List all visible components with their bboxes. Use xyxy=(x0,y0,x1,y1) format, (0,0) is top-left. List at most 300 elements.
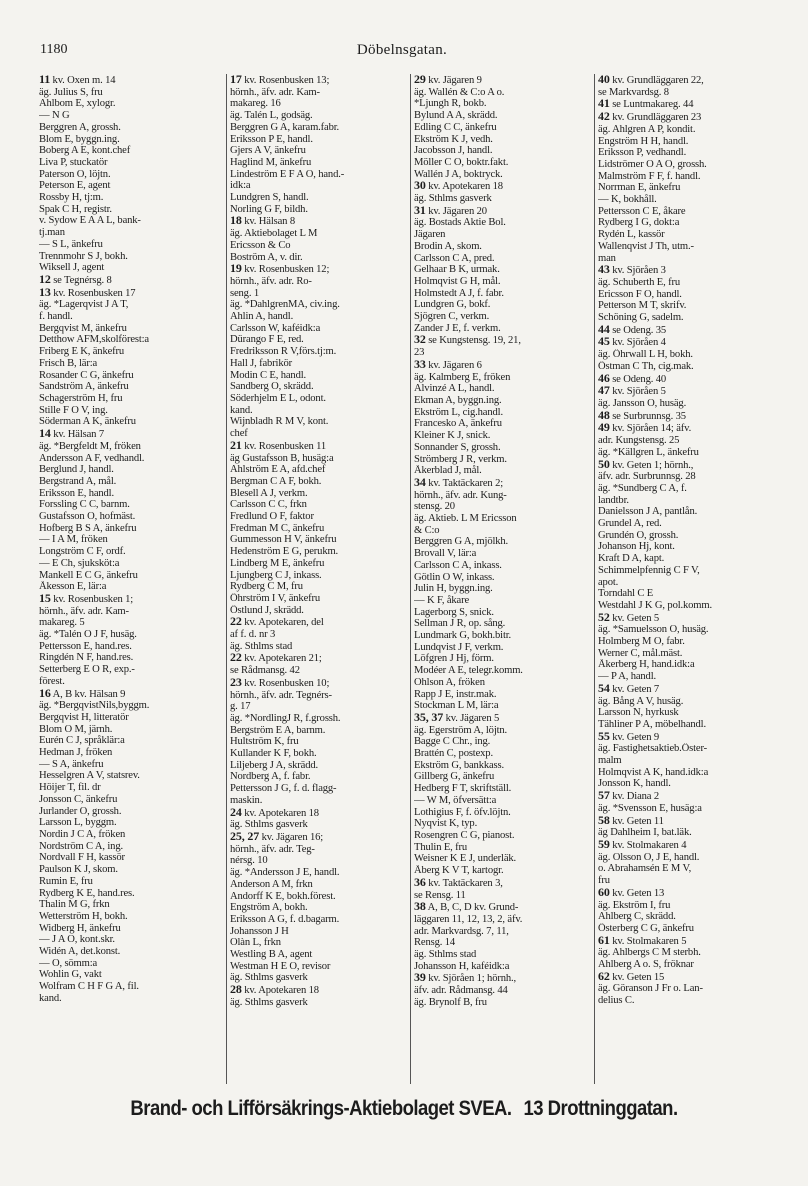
entry-text: Longström C F, ordf. xyxy=(39,546,126,558)
address-entry-heading xyxy=(230,831,407,844)
entry-text: Norling G F, bildh. xyxy=(230,203,308,215)
entry-text: kv. Jägaren 6 xyxy=(425,359,482,371)
address-entry-heading xyxy=(598,324,769,337)
house-number: 43 xyxy=(598,264,610,277)
resident-entry xyxy=(598,229,769,241)
entry-text: kv. Geten 11 xyxy=(609,815,664,827)
resident-entry xyxy=(414,490,591,502)
entry-text: äg. Ekström I, fru xyxy=(598,899,671,911)
resident-entry xyxy=(598,707,769,719)
resident-entry xyxy=(230,867,407,879)
entry-text: äg. *Samuelsson O, husäg. xyxy=(598,624,709,636)
address-entry-heading xyxy=(230,984,407,997)
resident-entry xyxy=(598,983,769,995)
address-entry-heading xyxy=(598,422,769,435)
entry-text: läggaren 11, 12, 13, 2, äfv. xyxy=(414,913,523,925)
resident-entry xyxy=(39,617,223,629)
entry-text: Malmström F F, f. handl. xyxy=(598,170,701,182)
entry-text: kv. Hälsan 8 xyxy=(241,216,295,228)
address-entry-heading xyxy=(414,712,591,725)
resident-entry xyxy=(230,771,407,783)
entry-text: Fredriksson R V,förs.tj:m. xyxy=(230,346,337,358)
house-number: 34 xyxy=(414,476,426,489)
entry-text: Wolfram C H F G A, fil. xyxy=(39,981,139,993)
entry-text: Ekström K J, vedh. xyxy=(414,133,493,145)
entry-text: Eriksson A G, f. d.bagarm. xyxy=(230,913,340,925)
entry-text: Kleiner K J, snick. xyxy=(414,430,491,442)
resident-entry xyxy=(39,546,223,558)
resident-entry xyxy=(230,122,407,134)
house-number: 60 xyxy=(598,886,610,899)
address-entry-heading xyxy=(414,359,591,372)
resident-entry xyxy=(414,760,591,772)
house-number: 49 xyxy=(598,422,610,435)
entry-text: delius C. xyxy=(598,995,635,1007)
entry-text: Ekström G, bankkass. xyxy=(414,759,504,771)
resident-entry xyxy=(598,827,769,839)
resident-entry xyxy=(39,346,223,358)
entry-text: kv. Jägaren 5 xyxy=(443,712,500,724)
entry-text: Lindeström E F A O, hand.- xyxy=(230,168,345,180)
entry-text: Carlsson C A, pred. xyxy=(414,252,495,264)
house-number: 47 xyxy=(598,385,610,398)
entry-text: Lagerborg S, snick. xyxy=(414,606,494,618)
entry-text: Lothigius F, f. öfv.löjtn. xyxy=(414,806,511,818)
entry-text: — K F, åkare xyxy=(414,594,470,606)
entry-text: Berggren A, grossh. xyxy=(39,121,121,133)
entry-text: Ericsson & Co xyxy=(230,239,291,251)
resident-entry xyxy=(230,346,407,358)
resident-entry xyxy=(414,830,591,842)
house-number: 29 xyxy=(414,74,426,86)
address-entry-heading xyxy=(414,477,591,490)
address-entry-heading xyxy=(230,263,407,276)
entry-text: Zander J E, f. verkm. xyxy=(414,322,501,334)
entry-text: se Luntmakareg. 44 xyxy=(609,99,694,111)
entry-text: Pettersson C E, åkare xyxy=(598,205,686,217)
entry-text: Friberg E K, änkefru xyxy=(39,346,125,358)
address-entry-heading xyxy=(39,74,223,87)
resident-entry xyxy=(414,536,591,548)
resident-entry xyxy=(230,972,407,984)
entry-text: Blom E, byggn.ing. xyxy=(39,133,120,145)
entry-text: & C:o xyxy=(414,524,440,536)
resident-entry xyxy=(414,548,591,560)
entry-text: äg. Sthlms gasverk xyxy=(414,193,492,205)
resident-entry xyxy=(414,253,591,265)
address-entry-heading xyxy=(230,616,407,629)
resident-entry xyxy=(230,713,407,725)
resident-entry xyxy=(414,442,591,454)
resident-entry xyxy=(230,180,407,192)
entry-text: Pettersson E, hand.res. xyxy=(39,640,132,652)
resident-entry xyxy=(414,299,591,311)
entry-text: Pettersson J G, f. d. flagg- xyxy=(230,783,337,795)
resident-entry xyxy=(598,553,769,565)
resident-entry xyxy=(414,689,591,701)
address-entry-heading xyxy=(598,74,769,87)
resident-entry xyxy=(39,134,223,146)
resident-entry xyxy=(598,435,769,447)
entry-text: — E Ch, sjuksköt:a xyxy=(39,557,120,569)
house-number: 55 xyxy=(598,730,610,743)
resident-entry xyxy=(598,767,769,779)
entry-text: äg. Julius S, fru xyxy=(39,86,103,98)
address-entry-heading xyxy=(414,972,591,985)
resident-entry xyxy=(414,665,591,677)
entry-text: Jägaren xyxy=(414,229,446,241)
entry-text: se Markvardsg. 8 xyxy=(598,86,669,98)
resident-entry xyxy=(414,560,591,572)
house-number: 52 xyxy=(598,611,610,624)
entry-text: kv. Apotekaren 18 xyxy=(241,985,319,997)
entry-text: kv. Rosenbusken 12; xyxy=(241,264,330,276)
resident-entry xyxy=(598,518,769,530)
house-number: 35, 37 xyxy=(414,711,444,724)
resident-entry xyxy=(39,441,223,453)
entry-text: Schimmelpfennig C F V, xyxy=(598,564,700,576)
entry-text: Öhrström I V, änkefru xyxy=(230,592,321,604)
resident-entry xyxy=(230,997,407,1009)
resident-entry xyxy=(598,852,769,864)
resident-entry xyxy=(414,122,591,134)
entry-text: Eriksson E, handl. xyxy=(39,487,114,499)
entry-text: kv. Rosenbusken 10; xyxy=(241,677,330,689)
entry-text: Tähliner P A, möbelhandl. xyxy=(598,718,706,730)
resident-entry xyxy=(230,949,407,961)
address-entry-heading xyxy=(598,839,769,852)
resident-entry xyxy=(230,134,407,146)
entry-text: kv. Jägaren 9 xyxy=(425,75,482,86)
resident-entry xyxy=(230,523,407,535)
entry-text: äg. Sthlms gasverk xyxy=(230,972,308,984)
entry-text: Johansson H, kaféidk:a xyxy=(414,960,510,972)
entry-text: äg. *Andersson J E, handl. xyxy=(230,867,340,879)
resident-entry xyxy=(230,169,407,181)
resident-entry xyxy=(598,483,769,495)
entry-text: hörnh., äfv. adr. Kam- xyxy=(230,86,320,98)
entry-text: äg. *DahlgrenMA, civ.ing. xyxy=(230,299,340,311)
entry-text: Trennmohr S J, bokh. xyxy=(39,250,128,262)
entry-text: Boberg A E, kont.chef xyxy=(39,145,131,157)
resident-entry xyxy=(39,262,223,274)
entry-text: Lidströmer O A O, grossh. xyxy=(598,158,707,170)
entry-text: kv. Geten 7 xyxy=(609,683,659,695)
resident-entry xyxy=(230,629,407,641)
entry-text: äg. *NordlingJ R, f.grossh. xyxy=(230,712,341,724)
directory-column-3 xyxy=(410,74,594,1084)
resident-entry xyxy=(230,926,407,938)
resident-entry xyxy=(414,795,591,807)
entry-text: — S A, änkefru xyxy=(39,758,104,770)
house-number: 24 xyxy=(230,806,242,819)
house-number: 16 xyxy=(39,687,51,700)
entry-text: Bergqvist H, litteratör xyxy=(39,711,129,723)
entry-text: äg. *Talén O J F, husäg. xyxy=(39,629,137,641)
entry-text: kv. Apotekaren 21; xyxy=(241,653,322,665)
entry-text: Bergman C A F, bokh. xyxy=(230,475,322,487)
address-entry-heading xyxy=(414,180,591,193)
entry-text: förest. xyxy=(39,675,65,687)
resident-entry xyxy=(230,428,407,440)
entry-text: Gummesson H V, änkefru xyxy=(230,534,337,546)
resident-entry xyxy=(598,565,769,577)
entry-text: Wallén J A, boktryck. xyxy=(414,168,503,180)
entry-text: kv. Geten 1; hörnh., xyxy=(609,459,694,471)
resident-entry xyxy=(598,743,769,755)
entry-text: kv. Stolmakaren 4 xyxy=(609,840,687,851)
resident-entry xyxy=(230,819,407,831)
house-number: 38 xyxy=(414,901,426,914)
entry-text: Rapp J E, instr.mak. xyxy=(414,688,497,700)
resident-entry xyxy=(230,228,407,240)
entry-text: Rosengren C G, pianost. xyxy=(414,830,515,841)
entry-text: Larsson N, hyrkusk xyxy=(598,707,679,719)
resident-entry xyxy=(598,923,769,935)
entry-text: kv. Apotekaren, del xyxy=(241,617,324,629)
address-entry-heading xyxy=(39,688,223,701)
entry-text: Bergström E A, barnm. xyxy=(230,724,326,736)
resident-entry xyxy=(230,252,407,264)
address-entry-heading xyxy=(230,677,407,690)
resident-entry xyxy=(598,755,769,767)
entry-text: Götlin O W, inkass. xyxy=(414,571,495,583)
entry-text: kand. xyxy=(39,992,62,1004)
resident-entry xyxy=(598,900,769,912)
entry-text: Brodin A, skom. xyxy=(414,240,482,252)
resident-entry xyxy=(39,911,223,923)
resident-entry xyxy=(230,760,407,772)
resident-entry xyxy=(598,217,769,229)
entry-text: kv. Grundläggaren 23 xyxy=(609,112,702,124)
resident-entry xyxy=(230,299,407,311)
entry-text: kv. Jägaren 20 xyxy=(425,205,487,217)
house-number: 22 xyxy=(230,616,242,629)
resident-entry xyxy=(230,736,407,748)
house-number: 25, 27 xyxy=(230,831,260,843)
entry-text: Nordström C A, ing. xyxy=(39,840,123,852)
resident-entry xyxy=(39,724,223,736)
entry-text: Liljeberg J A, skrädd. xyxy=(230,759,319,771)
entry-text: Danielsson J A, pantlån. xyxy=(598,506,698,518)
house-number: 12 xyxy=(39,273,51,286)
entry-text: Andersson A F, vedhandl. xyxy=(39,452,145,464)
entry-text: kand. xyxy=(230,404,253,416)
resident-entry xyxy=(39,735,223,747)
entry-text: Gjers A V, änkefru xyxy=(230,145,306,157)
resident-entry xyxy=(414,383,591,395)
address-entry-heading xyxy=(598,111,769,124)
resident-entry xyxy=(230,240,407,252)
resident-entry xyxy=(598,719,769,731)
entry-text: kv. Sjöråen 3 xyxy=(609,265,666,277)
resident-entry xyxy=(39,169,223,181)
entry-text: äg. Göranson J Fr o. Lan- xyxy=(598,983,703,995)
address-entry-heading xyxy=(230,807,407,820)
house-number: 33 xyxy=(414,358,426,371)
resident-entry xyxy=(598,577,769,589)
entry-text: Hedenström E G, perukm. xyxy=(230,546,339,558)
entry-text: kv. Rosenbusken 13; xyxy=(241,75,330,86)
entry-text: äg. Sthlms stad xyxy=(414,949,477,961)
house-number: 15 xyxy=(39,592,51,605)
entry-text: Ekman A, byggn.ing. xyxy=(414,394,502,406)
address-entry-heading xyxy=(230,74,407,87)
entry-text: kv. Sjöråen 14; äfv. xyxy=(609,423,692,435)
resident-entry xyxy=(414,276,591,288)
entry-text: kv. Hälsan 7 xyxy=(50,429,104,441)
entry-text: se Odeng. 35 xyxy=(609,324,667,336)
entry-text: landtbr. xyxy=(598,494,629,506)
entry-text: g. 17 xyxy=(230,701,251,713)
entry-text: Ringdén N F, hand.res. xyxy=(39,652,134,664)
entry-text: Setterberg E O R, exp.- xyxy=(39,664,135,676)
entry-text: Modin C E, handl. xyxy=(230,369,307,381)
entry-text: Westman H E O, revisor xyxy=(230,960,331,972)
entry-text: Nyqvist K, typ. xyxy=(414,818,478,830)
entry-text: Lundqvist J F, verkm. xyxy=(414,641,504,653)
address-entry-heading xyxy=(598,790,769,803)
house-number: 40 xyxy=(598,74,610,86)
address-entry-heading xyxy=(414,334,591,347)
entry-text: apot. xyxy=(598,576,619,588)
entry-text: Schagerström H, fru xyxy=(39,392,123,404)
resident-entry xyxy=(414,157,591,169)
resident-entry xyxy=(414,110,591,122)
resident-entry xyxy=(230,725,407,737)
resident-entry xyxy=(39,969,223,981)
resident-entry xyxy=(598,911,769,923)
resident-entry xyxy=(414,961,591,973)
entry-text: seng. 1 xyxy=(230,287,259,299)
resident-entry xyxy=(230,844,407,856)
page-header xyxy=(36,42,768,66)
entry-text: chef xyxy=(230,428,248,440)
resident-entry xyxy=(39,499,223,511)
entry-text: äg. Olsson O, J E, handl. xyxy=(598,851,700,863)
resident-entry xyxy=(230,453,407,465)
entry-text: kv. Sjöråen 1; hörnh., xyxy=(425,973,517,985)
entry-text: Thulin E, fru xyxy=(414,841,468,853)
entry-text: kv. Rosenbusken 1; xyxy=(50,593,134,605)
resident-entry xyxy=(39,664,223,676)
entry-text: kv. Geten 9 xyxy=(609,731,659,743)
resident-entry xyxy=(39,747,223,759)
resident-entry xyxy=(230,145,407,157)
entry-text: v. Sydow E A A L, bank- xyxy=(39,215,141,227)
resident-entry xyxy=(39,700,223,712)
entry-text: — K, bokhåll. xyxy=(598,194,657,206)
entry-text: malm xyxy=(598,755,622,767)
entry-text: se Rensg. 11 xyxy=(414,889,466,901)
entry-text: Paulson K J, skom. xyxy=(39,864,118,876)
entry-text: Modéer A E, telegr.komm. xyxy=(414,665,523,677)
resident-entry xyxy=(598,778,769,790)
resident-entry xyxy=(39,453,223,465)
entry-text: Spak C H, registr. xyxy=(39,203,112,215)
entry-text: Nordvall F H, kassör xyxy=(39,852,125,864)
entry-text: Boström A, v. dir. xyxy=(230,251,303,263)
resident-entry xyxy=(230,855,407,867)
resident-entry xyxy=(39,794,223,806)
resident-entry xyxy=(414,595,591,607)
resident-entry xyxy=(414,653,591,665)
entry-text: Bergstrand A, mål. xyxy=(39,475,117,487)
resident-entry xyxy=(598,803,769,815)
entry-text: makareg. 16 xyxy=(230,98,281,110)
resident-entry xyxy=(230,288,407,300)
resident-entry xyxy=(39,370,223,382)
advertisement-company: Brand- och Lifförsäkrings-Aktiebolaget SVEA. xyxy=(130,1096,512,1120)
resident-entry xyxy=(39,87,223,99)
entry-text: Söderman A K, änkefru xyxy=(39,416,136,428)
address-entry-heading xyxy=(598,612,769,625)
address-entry-heading xyxy=(414,901,591,914)
entry-text: Dürango F E, red. xyxy=(230,334,304,346)
resident-entry xyxy=(39,358,223,370)
entry-text: Grundel A, red. xyxy=(598,518,662,530)
resident-entry xyxy=(598,588,769,600)
entry-text: äg. Sthlms gasverk xyxy=(230,996,308,1008)
entry-text: Rensg. 14 xyxy=(414,937,456,949)
entry-text: adr. Markvardsg. 7, 11, xyxy=(414,925,509,937)
resident-entry xyxy=(39,993,223,1005)
resident-entry xyxy=(39,934,223,946)
resident-entry xyxy=(414,323,591,335)
entry-text: Strömberg J R, verkm. xyxy=(414,453,507,465)
resident-entry xyxy=(230,276,407,288)
entry-text: Eriksson P E, handl. xyxy=(230,133,313,145)
entry-text: kv. Geten 13 xyxy=(609,887,665,899)
resident-entry xyxy=(39,334,223,346)
entry-text: Höijer T, fil. dr xyxy=(39,782,101,794)
resident-entry xyxy=(598,875,769,887)
resident-entry xyxy=(598,648,769,660)
entry-text: Ericsson F O, handl. xyxy=(598,288,682,300)
resident-entry xyxy=(414,465,591,477)
resident-entry xyxy=(230,783,407,795)
resident-entry xyxy=(414,926,591,938)
directory-columns xyxy=(36,74,772,1084)
entry-text: man xyxy=(598,252,616,264)
entry-text: kv. Rosenbusken 11 xyxy=(241,440,327,452)
entry-text: Ahlin A, handl. xyxy=(230,311,294,323)
house-number: 39 xyxy=(414,972,426,985)
entry-text: Carlsson C C, frkn xyxy=(230,499,307,511)
resident-entry xyxy=(414,807,591,819)
entry-text: Wohlin G, vakt xyxy=(39,969,102,981)
entry-text: Andorff K E, bokh.förest. xyxy=(230,890,336,902)
resident-entry xyxy=(414,217,591,229)
resident-entry xyxy=(230,701,407,713)
resident-entry xyxy=(39,180,223,192)
directory-column-2 xyxy=(226,74,410,1084)
entry-text: kv. Taktäckaren 2; xyxy=(425,477,504,489)
house-number: 46 xyxy=(598,372,610,385)
address-entry-heading xyxy=(39,287,223,300)
resident-entry xyxy=(414,347,591,359)
resident-entry xyxy=(414,842,591,854)
resident-entry xyxy=(230,370,407,382)
house-number: 18 xyxy=(230,215,242,228)
house-number: 28 xyxy=(230,984,242,997)
resident-entry xyxy=(598,349,769,361)
entry-text: kv. Stolmakaren 5 xyxy=(609,935,687,947)
entry-text: Jurlander O, grossh. xyxy=(39,805,122,817)
entry-text: äfv. adr. Surbrunnsg. 28 xyxy=(598,471,696,483)
resident-entry xyxy=(598,947,769,959)
resident-entry xyxy=(230,665,407,677)
